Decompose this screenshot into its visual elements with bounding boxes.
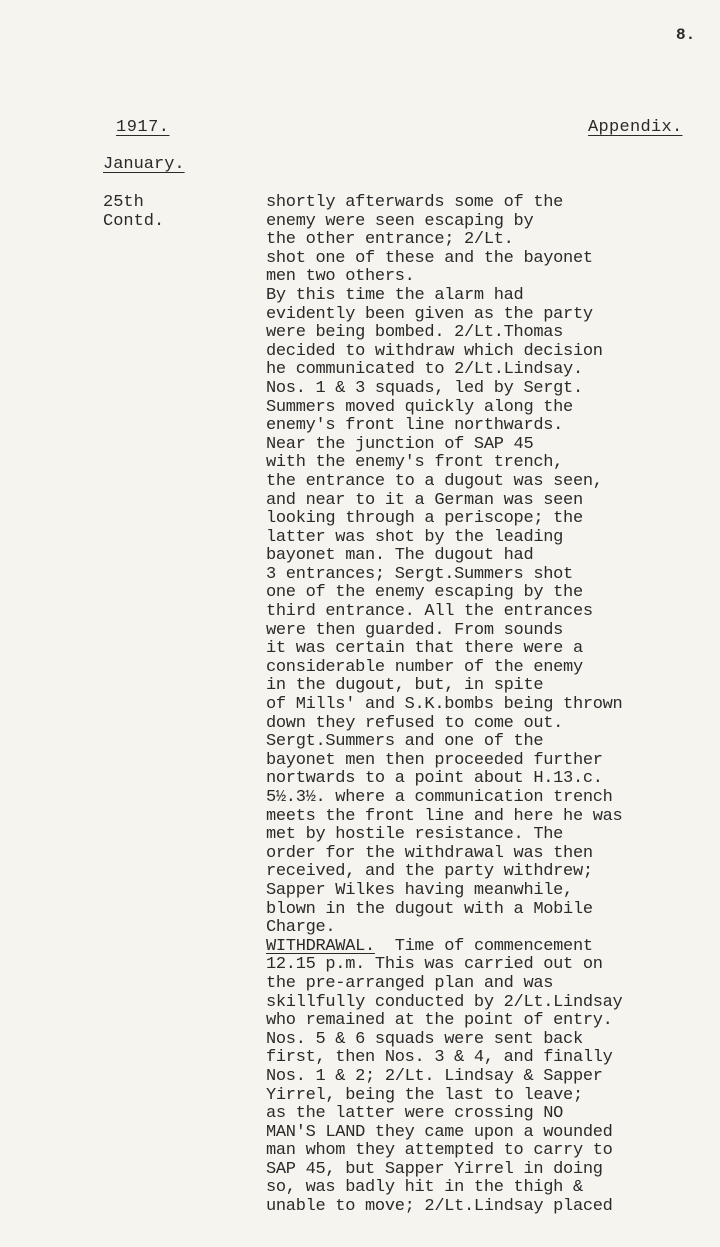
text-line: shot one of these and the bayonet	[266, 248, 593, 268]
text-line: the pre-arranged plan and was	[266, 973, 554, 993]
text-line: the entrance to a dugout was seen,	[266, 471, 603, 491]
text-line: so, was badly hit in the thigh &	[266, 1178, 583, 1198]
text-line: Near the junction of SAP 45	[266, 434, 534, 454]
entry-date-continued: Contd.	[103, 211, 165, 231]
entry-paragraph-withdrawal	[266, 956, 706, 1216]
text-line: Yirrel, being the last to leave;	[266, 1085, 583, 1105]
text-line: MAN'S LAND they came upon a wounded	[266, 1122, 613, 1142]
withdrawal-line-rest: Time of commencement	[374, 936, 593, 956]
text-line: evidently been given as the party	[266, 304, 593, 324]
entry-date	[103, 194, 164, 231]
text-line: the other entrance; 2/Lt.	[266, 230, 514, 250]
text-line: SAP 45, but Sapper Yirrel in doing	[266, 1159, 603, 1179]
text-line: decided to withdraw which decision	[266, 341, 603, 361]
text-line: Charge.	[266, 918, 336, 938]
text-line: first, then Nos. 3 & 4, and finally	[266, 1048, 613, 1068]
text-line: were being bombed. 2/Lt.Thomas	[266, 323, 564, 343]
text-line: Nos. 5 & 6 squads were sent back	[266, 1029, 583, 1049]
text-line: looking through a periscope; the	[266, 509, 583, 529]
text-line: as the latter were crossing NO	[266, 1104, 564, 1124]
text-line: By this time the alarm had	[266, 285, 524, 305]
appendix-heading: Appendix.	[588, 118, 683, 137]
text-line: met by hostile resistance. The	[266, 825, 564, 845]
text-line: 12.15 p.m. This was carried out on	[266, 955, 603, 975]
text-line: enemy were seen escaping by	[266, 211, 534, 231]
withdrawal-line	[266, 938, 706, 957]
page-number: 8.	[676, 26, 696, 44]
text-line: enemy's front line northwards.	[266, 416, 564, 436]
year-heading: 1917.	[116, 118, 170, 137]
withdrawal-heading: WITHDRAWAL.	[266, 936, 375, 956]
text-line: Nos. 1 & 3 squads, led by Sergt.	[266, 378, 583, 398]
text-line: man whom they attempted to carry to	[266, 1141, 613, 1161]
text-line: 3 entrances; Sergt.Summers shot	[266, 564, 573, 584]
text-line: of Mills' and S.K.bombs being thrown	[266, 695, 623, 715]
text-line: he communicated to 2/Lt.Lindsay.	[266, 360, 583, 380]
month-heading: January.	[103, 155, 185, 174]
text-line: unable to move; 2/Lt.Lindsay placed	[266, 1197, 613, 1217]
text-line: received, and the party withdrew;	[266, 862, 593, 882]
text-line: men two others.	[266, 267, 415, 287]
text-line: were then guarded. From sounds	[266, 620, 564, 640]
text-line: third entrance. All the entrances	[266, 602, 593, 622]
text-line: with the enemy's front trench,	[266, 453, 564, 473]
text-line: and near to it a German was seen	[266, 490, 583, 510]
text-line: one of the enemy escaping by the	[266, 583, 583, 603]
text-line: in the dugout, but, in spite	[266, 676, 544, 696]
text-line: Sapper Wilkes having meanwhile,	[266, 880, 573, 900]
text-line: shortly afterwards some of the	[266, 193, 564, 212]
text-line: latter was shot by the leading	[266, 527, 564, 547]
text-line: meets the front line and here he was	[266, 806, 623, 826]
text-line: order for the withdrawal was then	[266, 843, 593, 863]
text-line: blown in the dugout with a Mobile	[266, 899, 593, 919]
text-line: who remained at the point of entry.	[266, 1011, 613, 1031]
text-line: considerable number of the enemy	[266, 657, 583, 677]
text-line: it was certain that there were a	[266, 639, 583, 659]
text-line: Summers moved quickly along the	[266, 397, 573, 417]
text-line: down they refused to come out.	[266, 713, 564, 733]
text-line: bayonet men then proceeded further	[266, 750, 603, 770]
text-line: 5½.3½. where a communication trench	[266, 788, 613, 807]
entry-body	[266, 194, 706, 1217]
entry-paragraph-main	[266, 194, 706, 938]
text-line: skillfully conducted by 2/Lt.Lindsay	[266, 992, 623, 1012]
text-line: nortwards to a point about H.13.c.	[266, 769, 603, 789]
text-line: bayonet man. The dugout had	[266, 546, 534, 566]
text-line: Sergt.Summers and one of the	[266, 732, 544, 752]
text-line: Nos. 1 & 2; 2/Lt. Lindsay & Sapper	[266, 1066, 603, 1086]
entry-date-day: 25th	[103, 193, 144, 212]
